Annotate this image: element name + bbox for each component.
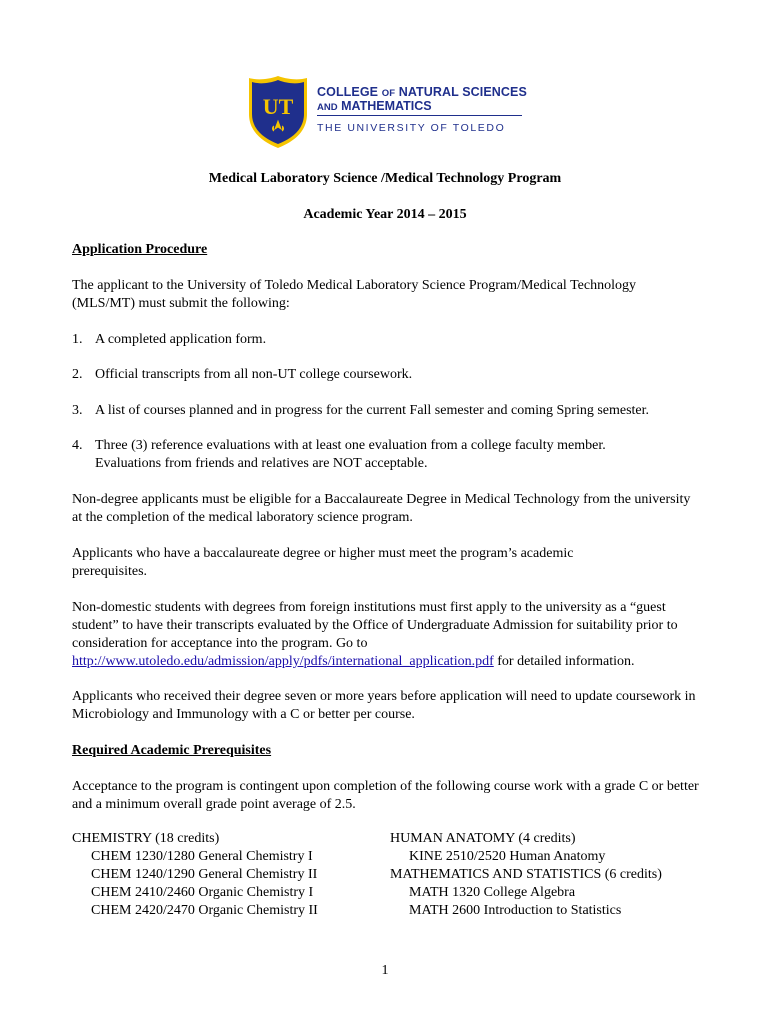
logo-college-name-2: AND MATHEMATICS <box>317 99 432 113</box>
course-item: CHEM 1240/1290 General Chemistry II <box>91 867 318 882</box>
course-item: CHEM 1230/1280 General Chemistry I <box>91 849 313 864</box>
seven-years-paragraph: Applicants who received their degree seven or more years before application will need to update coursework in Microbiology and Immunology with a C or better per course. <box>72 689 696 722</box>
baccalaureate-paragraph: Applicants who have a baccalaureate degree or higher must meet the program’s academic prerequisites. <box>72 546 574 579</box>
course-item: CHEM 2410/2460 Organic Chemistry I <box>91 885 314 900</box>
list-item: 2. Official transcripts from all non-UT college coursework. <box>72 367 413 382</box>
logo-divider <box>317 115 522 116</box>
course-item: MATH 2600 Introduction to Statistics <box>409 903 622 918</box>
anatomy-math-column <box>390 830 662 920</box>
academic-year: Academic Year 2014 – 2015 <box>303 207 467 222</box>
course-item: KINE 2510/2520 Human Anatomy <box>409 849 606 864</box>
list-item: 1. A completed application form. <box>72 332 267 347</box>
chemistry-column <box>72 830 318 920</box>
nondomestic-paragraph: Non-domestic students with degrees from foreign institutions must first apply to the university as a “guest student” to have their transcripts evaluated by the Office of Undergraduate Admission for suitability prior to consideration for acceptance into the program. Go to http://www.utoledo.edu/admission/apply/pdfs/international_application.pdf for detailed information. <box>72 600 678 669</box>
page-number: 1 <box>381 963 389 978</box>
logo-university-name: THE UNIVERSITY OF TOLEDO <box>317 122 506 134</box>
international-application-link[interactable]: http://www.utoledo.edu/admission/apply/pdfs/international_application.pdf <box>72 654 494 669</box>
math-heading: MATHEMATICS AND STATISTICS (6 credits) <box>390 867 662 882</box>
ut-shield-icon <box>247 74 309 150</box>
list-item: 4. Three (3) reference evaluations with at least one evaluation from a college faculty member. Evaluations from friends and relatives are NOT acceptable. <box>72 438 606 471</box>
list-item: 3. A list of courses planned and in progress for the current Fall semester and coming Spring semester. <box>72 403 650 418</box>
document-title: Medical Laboratory Science /Medical Technology Program <box>208 171 562 186</box>
nondegree-paragraph: Non-degree applicants must be eligible for a Baccalaureate Degree in Medical Technology from the university at the completion of the medical laboratory science program. <box>72 492 691 525</box>
anatomy-heading: HUMAN ANATOMY (4 credits) <box>390 831 576 846</box>
prerequisites-intro: Acceptance to the program is contingent upon completion of the following course work with a grade C or better and a minimum overall grade point average of 2.5. <box>72 779 699 812</box>
course-item: MATH 1320 College Algebra <box>409 885 576 900</box>
course-item: CHEM 2420/2470 Organic Chemistry II <box>91 903 318 918</box>
application-heading: Application Procedure <box>72 242 208 257</box>
college-logo <box>247 74 527 154</box>
prerequisites-heading: Required Academic Prerequisites <box>72 743 272 758</box>
chemistry-heading: CHEMISTRY (18 credits) <box>72 831 220 846</box>
application-intro: The applicant to the University of Toledo Medical Laboratory Science Program/Medical Technology (MLS/MT) must submit the following: <box>72 278 636 311</box>
shield-letters: UT <box>262 94 294 119</box>
logo-college-name: COLLEGE OF NATURAL SCIENCES <box>317 85 527 99</box>
